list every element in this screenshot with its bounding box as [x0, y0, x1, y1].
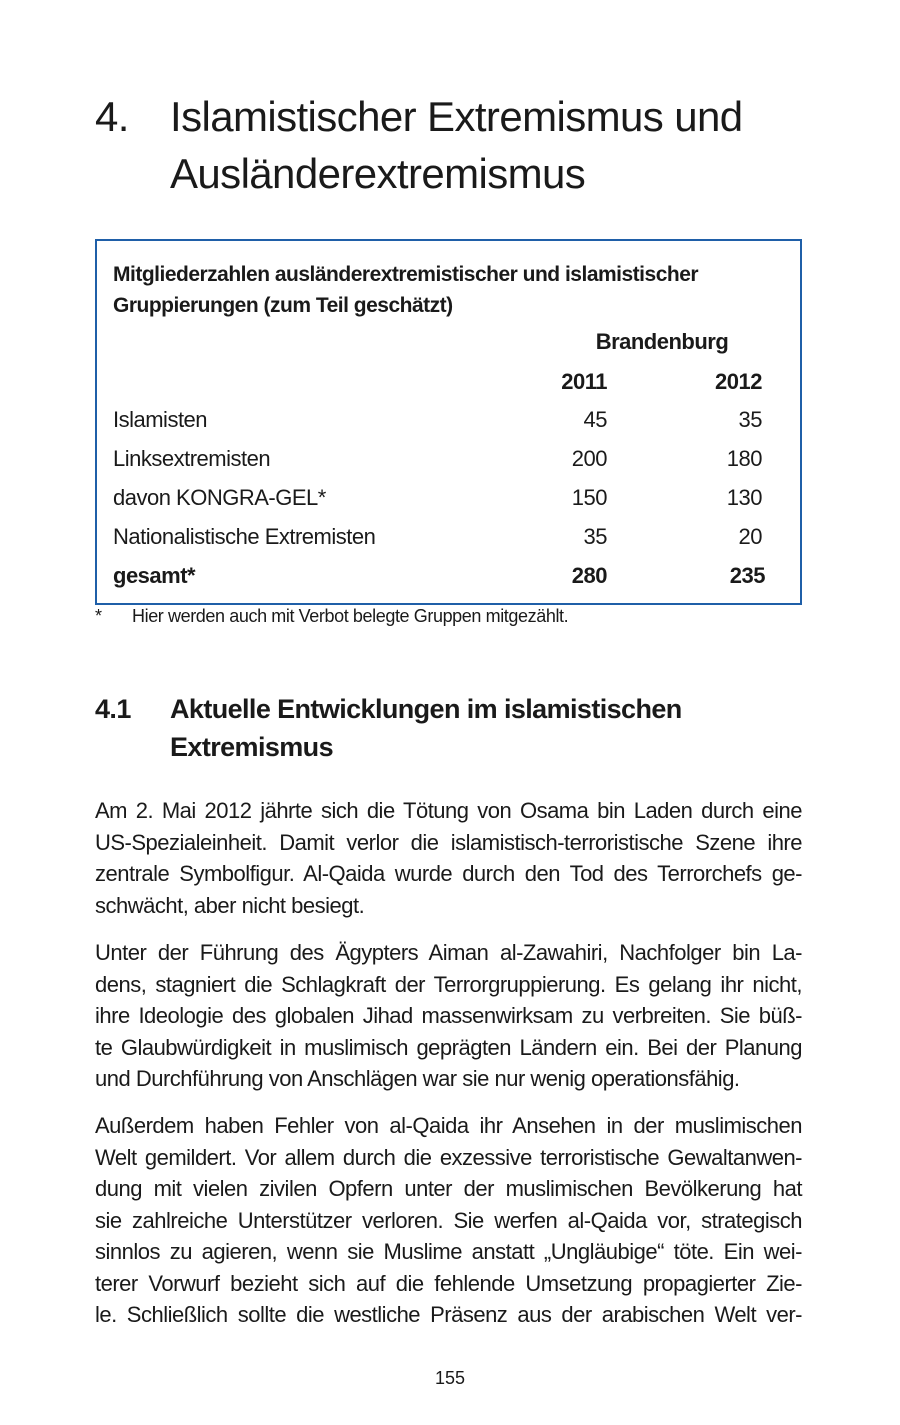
row-label: Nationalistische Extremisten — [113, 524, 376, 549]
table-title-line2: Gruppierungen (zum Teil geschätzt) — [113, 294, 453, 317]
text-line: te Glaubwürdigkeit in muslimisch geprägten Ländern ein. Bei der Planung — [95, 1034, 802, 1060]
text-line: schwächt, aber nicht besiegt. — [95, 892, 365, 918]
text-line: sinnlos zu agieren, wenn sie Muslime anstatt „Ungläubige“ töte. Ein wei- — [95, 1239, 802, 1264]
row-value-2011: 45 — [583, 407, 607, 432]
section-title-line2: Extremismus — [170, 732, 333, 762]
row-value-2012: 130 — [726, 485, 762, 510]
section-title-line1: Aktuelle Entwicklungen im islamistischen — [170, 694, 682, 724]
row-value-2012: 35 — [738, 407, 762, 432]
row-value-2011: 150 — [571, 485, 607, 510]
text-line: Am 2. Mai 2012 jährte sich die Tötung von Osama bin Laden durch eine — [95, 798, 802, 823]
footnote-text: Hier werden auch mit Verbot belegte Gruppen mitgezählt. — [132, 606, 569, 626]
row-value-2012: 180 — [726, 446, 762, 471]
table-row — [113, 485, 763, 524]
row-label: Islamisten — [113, 407, 208, 432]
text-line: ihre Ideologie des globalen Jihad massenwirksam zu verbreiten. Sie büß- — [95, 1003, 802, 1028]
text-line: sie zahlreiche Unterstützer verloren. Sie werfen al-Qaida vor, strategisch — [95, 1207, 802, 1233]
membership-table-box — [95, 239, 802, 605]
table-row — [113, 446, 763, 485]
chapter-title-line1: Islamistischer Extremismus und — [170, 93, 743, 140]
table-row — [113, 407, 763, 446]
chapter-title-line2: Ausländerextremismus — [170, 150, 586, 197]
text-line: terer Vorwurf bezieht sich auf die fehlende Umsetzung propagierter Zie- — [95, 1270, 802, 1296]
chapter-number: 4. — [95, 93, 129, 140]
row-value-2011: 200 — [571, 446, 607, 471]
row-value-2011: 35 — [583, 524, 607, 549]
text-line: le. Schließlich sollte die westliche Präsenz aus der arabischen Welt ver- — [95, 1302, 802, 1327]
row-value-2012: 20 — [738, 524, 762, 549]
total-label: gesamt* — [113, 563, 196, 588]
text-line: US-Spezialeinheit. Damit verlor die islamistisch-terroristische Szene ihre — [95, 829, 802, 855]
paragraph — [95, 937, 802, 1095]
table-row — [113, 524, 763, 563]
section-number: 4.1 — [95, 694, 131, 724]
paragraph — [95, 1110, 802, 1331]
text-line: zentrale Symbolfigur. Al-Qaida wurde durch den Tod des Terrorchefs ge- — [95, 861, 802, 886]
text-line: und Durchführung von Anschlägen war sie nur wenig operationsfähig. — [95, 1066, 740, 1091]
text-line: dung mit vielen zivilen Opfern unter der muslimischen Bevölkerung hat — [95, 1176, 802, 1201]
total-value-2012: 235 — [729, 563, 765, 588]
row-label: davon KONGRA-GEL* — [113, 485, 326, 510]
table-total-row — [113, 563, 763, 602]
paragraph — [95, 795, 802, 921]
total-value-2011: 280 — [571, 563, 607, 588]
text-line: Außerdem haben Fehler von al-Qaida ihr Ansehen in der muslimischen — [95, 1113, 802, 1138]
table-year-2011-header: 2011 — [561, 369, 607, 394]
text-line: Welt gemildert. Vor allem durch die exzessive terroristische Gewaltanwen- — [95, 1144, 802, 1170]
table-year-2012-header: 2012 — [715, 369, 762, 394]
page-number: 155 — [434, 1368, 466, 1388]
footnote-marker: * — [95, 606, 102, 626]
text-line: Unter der Führung des Ägypters Aiman al-Zawahiri, Nachfolger bin La- — [95, 940, 802, 965]
text-line: dens, stagniert die Schlagkraft der Terrorgruppierung. Es gelang ihr nicht, — [95, 971, 802, 997]
row-label: Linksextremisten — [113, 446, 271, 471]
table-title-line1: Mitgliederzahlen ausländerextremistischer und islamistischer — [113, 263, 699, 286]
table-region-header: Brandenburg — [595, 329, 729, 354]
table-title — [113, 259, 773, 321]
